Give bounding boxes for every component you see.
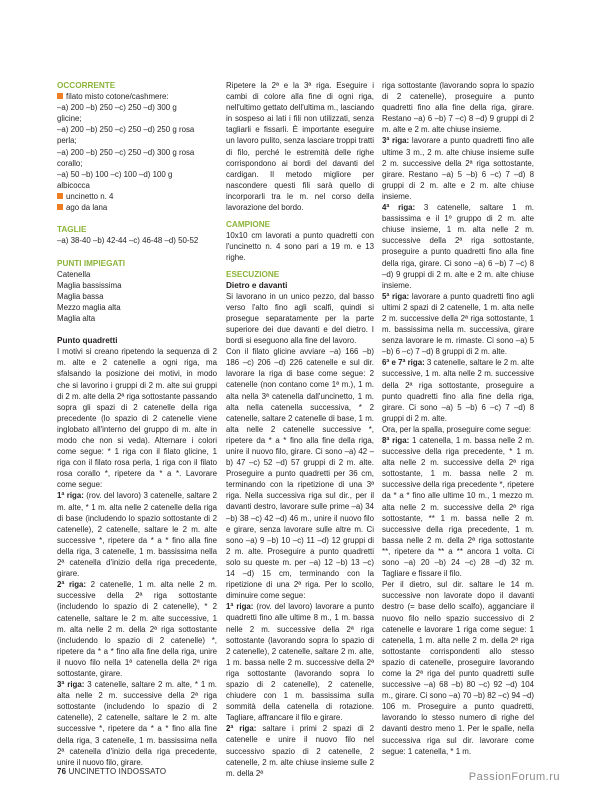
scollo-row-2: 2ª riga: saltare i primi 2 spazi di 2 catenelle e unire il nuovo filo nel successivo spazio di 2 catenelle, 2 catenelle, 2 m. alte chiuse insieme sulle 2 m. della 2ª	[226, 724, 374, 778]
dietro-davanti-heading: Dietro e davanti	[226, 280, 288, 290]
occ-line: albicocca	[57, 180, 90, 190]
punti-line: Maglia bassa	[57, 291, 104, 301]
campione-heading: CAMPIONE	[226, 219, 271, 229]
watermark: PassionForum.ru	[468, 771, 560, 783]
dietro-davanti-text: Si lavorano in un unico pezzo, dal basso verso l'alto fino agli scalfi, quindi si prosegue separatamente per la parte superiore dei due davanti e del dietro. I bordi si eseguono alla fine del lavoro.	[226, 291, 374, 346]
column-1	[57, 80, 217, 768]
occ-line: –a) 200 –b) 250 –c) 250 –d) 300 g rosa	[57, 147, 195, 157]
punti-line: Maglia bassissima	[57, 280, 122, 290]
row-3-paragraph: 3ª riga: 3 catenelle, saltare 2 m. alte, * 1 m. alta nelle 2 m. successive della 2ª riga sottostante (includendo lo spazio di 2 catenelle), 2 catenelle, saltare le 2 m. alte successive *, ripetere da * a * fino alla fine della riga, 3 catenelle, 1 m. bassissima nella 2ª catenella d'inizio della riga precedente, unire il nuovo filo, girare.	[57, 680, 217, 767]
punto-quadretti-heading: Punto quadretti	[57, 336, 118, 346]
occ-line: corallo;	[57, 158, 83, 168]
row-1-paragraph: 1ª riga: (rov. del lavoro) 3 catenelle, saltare 2 m. alte, * 1 m. alta nelle 2 catenelle della riga di base (includendo lo spazio sottostante di 2 catenelle), 2 catenelle, saltare le 2 m. alte successive *, ripetere da * a * fino alla fine della riga, 3 catenelle, 1 m. bassissima nella 2ª catenella d'inizio della riga precedente, girare.	[57, 491, 217, 579]
campione-text: 10x10 cm lavorati a punto quadretti con l'uncinetto n. 4 sono pari a 19 m. e 13 righe.	[226, 230, 374, 262]
punti-line: Maglia alta	[57, 313, 96, 323]
occ-line: uncinetto n. 4	[57, 191, 217, 202]
occ-line: –a) 50 –b) 100 –c) 100 –d) 100 g	[57, 169, 173, 179]
square-bullet-icon	[57, 204, 63, 210]
continued-paragraph: riga sottostante (lavorando sopra lo spazio di 2 catenelle), proseguire a punto quadretti fino alla fine della riga, girare. Restano –a) 6 –b) 7 –c) 8 –d) 9 gruppi di 2 m. alte e 2 m. alte chiuse insieme.	[382, 81, 534, 135]
row-5-shaping: 5ª riga: lavorare a punto quadretti fino agli ultimi 2 spazi di 2 catenelle, 1 m. alta nelle 2 m. successive della 2ª riga sottostante, 1 m. bassissima nella m. successiva, girare senza lavorare le m. rimaste. Ci sono –a) 5 –b) 6 –c) 7 –d) 8 gruppi di 2 m. alte.	[382, 291, 534, 357]
occ-line: ago da lana	[57, 202, 217, 213]
spalla-paragraph: Ora, per la spalla, proseguire come segue:	[382, 424, 532, 434]
occ-line: –a) 200 –b) 250 –c) 250 –d) 250 g rosa	[57, 125, 195, 135]
punti-line: Catenella	[57, 269, 91, 279]
punti-line: Mezzo maglia alta	[57, 302, 121, 312]
row-6-7-shaping: 6ª e 7ª riga: 3 catenelle, saltare le 2 m. alte successive, 1 m. alta nelle 2 m. successive della 2ª riga sottostante, proseguire a punto quadretti fino alla fine della riga, girare. Ci sono –a) 5 –b) 6 –c) 7 –d) 8 gruppi di 2 m. alte.	[382, 358, 534, 423]
dietro-paragraph: Per il dietro, sul dir. saltare le 14 m. successive non lavorate dopo il davanti destro (= base dello scalfo), agganciare il nuovo filo nello spazio successivo di 2 catenelle e lavorare 1 riga come segue: 1 catenella, 1 m. alta nelle 2 m. della 2ª riga sottostante corrispondenti allo stesso spazio di catenelle, proseguire lavorando come la 2ª riga del punto quadretti sulle successive –a) 68 –b) 80 –c) 92 –d) 104 m., girare. Ci sono –a) 70 –b) 82 –c) 94 –d) 106 m. Proseguire a punto quadretti, lavorando lo stesso numero di righe del davanti destro meno 1. Per le spalle, nella successiva riga sul dir. lavorare come segue: 1 catenella, * 1 m.	[382, 580, 534, 756]
column-3	[382, 80, 534, 757]
page-footer	[57, 767, 166, 776]
row-4-shaping: 4ª riga: 3 catenelle, saltare 1 m. bassissima e il 1º gruppo di 2 m. alte chiuse insieme, 1 m. alta nelle 2 m. successive della 2ª riga sottostante, proseguire a punto quadretti fino alla fine della riga, girare. Ci sono –a) 6 –b) 7 –c) 8 –d) 9 gruppi di 2 m. alte e 2 m. alte chiuse insieme.	[382, 203, 534, 290]
occ-line: glicine;	[57, 114, 82, 124]
square-bullet-icon	[57, 93, 63, 99]
square-bullet-icon	[57, 193, 63, 199]
taglie-text: –a) 38-40 –b) 42-44 –c) 46-48 –d) 50-52	[57, 236, 199, 246]
esecuzione-heading: ESECUZIONE	[226, 269, 280, 279]
intro-paragraph: Ripetere la 2ª e la 3ª riga. Eseguire i cambi di colore alla fine di ogni riga, nell'ultimo gettato dell'ultima m., lasciando in sospeso ai lati i fili non utilizzati, senza tagliarli e fissarli. È importante eseguire un lavoro pulito, senza lasciare troppi tratti di filo, perché le estremità delle righe corrispondono ai bordi del davanti del cardigan. Il metodo migliore per nascondere questi fili sarà quello di incorporarli tra le m. nel corso della lavorazione del bordo.	[226, 81, 374, 213]
page-number: 76	[57, 767, 67, 776]
occ-line: perla;	[57, 136, 77, 146]
row-3-shaping: 3ª riga: lavorare a punto quadretti fino alle ultime 3 m., 2 m. alte chiuse insieme sulle 2 m. successive della 2ª riga sottostante, girare. Restano –a) 5 –b) 6 –c) 7 –d) 8 gruppi di 2 m. alte e 2 m. alte chiuse insieme.	[382, 136, 534, 201]
taglie-heading: TAGLIE	[57, 225, 87, 235]
column-2	[226, 80, 374, 779]
magazine-name: UNCINETTO INDOSSATO	[68, 767, 167, 776]
occ-line: filato misto cotone/cashmere:	[57, 91, 217, 102]
row-8-shaping: 8ª riga: 1 catenella, 1 m. bassa nelle 2 m. successive della riga precedente, * 1 m. alta nelle 2 m. successive della 2ª riga sottostante, 1 m. bassa nelle 2 m. successive della riga precedente *, ripetere da * a * fino alle ultime 10 m., 1 mezzo m. alta nelle 2 m. successive della 2ª riga sottostante, ** 1 m. bassa nelle 2 m. successive della riga precedente, 1 m. bassa nelle 2 m. della 2ª riga sottostante **, ripetere da ** a ** ancora 1 volta. Ci sono –a) 20 –b) 24 –c) 28 –d) 32 m. Tagliare e fissare il filo.	[382, 436, 534, 579]
occ-line: –a) 200 –b) 250 –c) 250 –d) 300 g	[57, 103, 177, 113]
row-2-paragraph: 2ª riga: 2 catenelle, 1 m. alta nelle 2 m. successive della 2ª riga sottostante (includendo lo spazio di 2 catenelle), * 2 catenelle, saltare le 2 m. alte successive, 1 m. alta nelle 2 m. della 2ª riga sottostante (includendo lo spazio di 2 catenelle) *, ripetere da * a * fino alla fine della riga, unire il nuovo filo nella 1ª catenella della 2ª riga sottostante, girare.	[57, 580, 217, 678]
punto-quadretti-text: I motivi si creano ripetendo la sequenza di 2 m. alte e 2 catenelle a ogni riga, ma sfalsando la posizione dei motivi, in modo che si lavorino i gruppi di 2 m. alte sui gruppi di 2 m. alte della 2ª riga sottostante passando sopra gli spazi di 2 catenelle della riga precedente (lo spazio di 2 catenelle viene inglobato all'interno del gruppo di m. alte in modo che non si veda). Alternare i colori come segue: * 1 riga con il filato glicine, 1 riga con il filato rosa perla, 1 riga con il filato rosa corallo *, ripetere da * a *. Lavorare come segue:	[57, 347, 217, 490]
dietro-davanti-text-2: Con il filato glicine avviare –a) 166 –b) 186 –c) 206 –d) 226 catenelle e sul dir. lavorare la riga di base come segue: 2 catenelle (non contano come 1ª m.), 1 m. alta nella 3ª catenella dall'uncinetto, 1 m. alta nella catenella successiva, * 2 catenelle, saltare 2 catenelle di base, 1 m. alta nelle 2 catenelle successive *, ripetere da * a * fino alla fine della riga, unire il nuovo filo, girare. Ci sono –a) 42 –b) 47 –c) 52 –d) 57 gruppi di 2 m. alte. Proseguire a punto quadretti per 36 cm, terminando con la ripetizione di una 3ª riga. Nella successiva riga sul dir., per il davanti destro, lavorare sulle prime –a) 34 –b) 38 –c) 42 –d) 46 m., unire il nuovo filo e girare, senza lavorare sulle altre m. Ci sono –a) 9 –b) 10 –c) 11 –d) 12 gruppi di 2 m. alte. Proseguire a punto quadretti solo su queste m. per –a) 12 –b) 13 –c) 14 –d) 15 cm, terminando con la ripetizione di una 2ª riga. Per lo scollo, diminuire come segue:	[226, 347, 374, 601]
punti-heading: PUNTI IMPIEGATI	[57, 258, 126, 268]
scollo-row-1: 1ª riga: (rov. del lavoro) lavorare a punto quadretti fino alle ultime 8 m., 1 m. bassa nelle 2 m. successive della 2ª riga sottostante (lavorando sopra lo spazio di 2 catenelle), 2 catenelle, saltare 2 m. alte, 1 m. bassa nelle 2 m. successive della 2ª riga sottostante (lavorando sopra lo spazio di 2 catenelle), 2 catenelle, chiudere con 1 m. bassissima sulla sommità della catenella di rotazione. Tagliare, affrancare il filo e girare.	[226, 602, 374, 723]
occorrente-heading: OCCORRENTE	[57, 81, 116, 90]
